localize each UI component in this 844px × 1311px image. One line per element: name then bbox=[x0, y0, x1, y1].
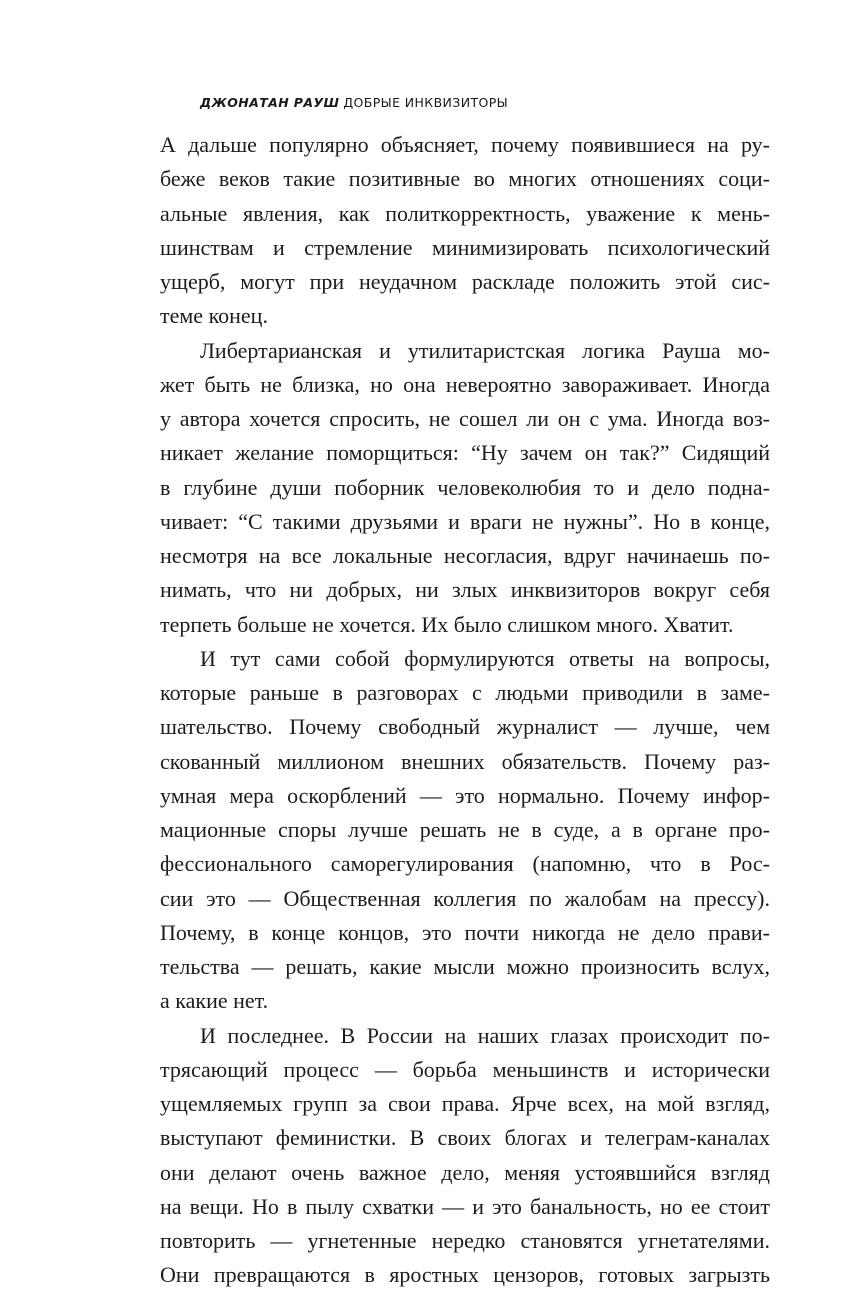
text-line: нимать, что ни добрых, ни злых инквизиторов вокруг себя bbox=[160, 577, 770, 603]
body-text bbox=[160, 128, 770, 1293]
text-line: теме конец. bbox=[160, 303, 268, 329]
text-line: Либертарианская и утилитаристская логика Рауша мо- bbox=[200, 337, 770, 363]
text-line: терпеть больше не хочется. Их было слишком много. Хватит. bbox=[160, 611, 734, 637]
text-line: ущерб, могут при неудачном раскладе положить этой сис- bbox=[160, 269, 770, 294]
text-line: трясающий процесс — борьба меньшинств и исторически bbox=[160, 1056, 770, 1082]
text-line: ущемляемых групп за свои права. Ярче всех, на мой взгляд, bbox=[160, 1091, 770, 1116]
text-line: И последнее. В России на наших глазах происходит по- bbox=[200, 1022, 770, 1048]
text-line: несмотря на все локальные несогласия, вдруг начинаешь по- bbox=[160, 543, 770, 568]
running-head-book-title: ДОБРЫЕ ИНКВИЗИТОРЫ bbox=[343, 95, 509, 110]
text-line: Почему, в конце концов, это почти никогда не дело прави- bbox=[160, 919, 770, 945]
text-line: умная мера оскорблений — это нормально. Почему инфор- bbox=[160, 782, 770, 808]
text-line: выступают феминистки. В своих блогах и телеграм-каналах bbox=[160, 1125, 770, 1151]
text-line: скованный миллионом внешних обязательств. Почему раз- bbox=[160, 748, 770, 774]
text-line: сии это — Общественная коллегия по жалобам на прессу). bbox=[160, 885, 770, 911]
text-line: жет быть не близка, но она невероятно завораживает. Иногда bbox=[160, 371, 770, 397]
text-line: в глубине души поборник человеколюбия то и дело подна- bbox=[160, 474, 770, 500]
text-line: тельства — решать, какие мысли можно произносить вслух, bbox=[160, 954, 770, 979]
text-line: которые раньше в разговорах с людьми приводили в заме- bbox=[160, 680, 770, 705]
text-line: шательство. Почему свободный журналист — лучше, чем bbox=[160, 714, 770, 740]
text-line: альные явления, как политкорректность, уважение к мень- bbox=[160, 200, 770, 226]
text-line: беже веков такие позитивные во многих отношениях соци- bbox=[160, 166, 770, 192]
text-line: Они превращаются в яростных цензоров, готовых загрызть bbox=[160, 1262, 770, 1288]
text-line: чивает: “С такими друзьями и враги не нужны”. Но в конце, bbox=[160, 508, 770, 534]
text-line: мационные споры лучше решать не в суде, а в органе про- bbox=[160, 817, 770, 842]
running-head-author: ДЖОНАТАН РАУШ bbox=[200, 95, 340, 110]
text-line: И тут сами собой формулируются ответы на вопросы, bbox=[200, 645, 770, 671]
text-line: шинствам и стремление минимизировать психологический bbox=[160, 234, 770, 260]
text-line: а какие нет. bbox=[160, 988, 269, 1014]
text-line: повторить — угнетенные нередко становятся угнетателями. bbox=[160, 1228, 770, 1253]
text-line: фессионального саморегулирования (напомню, что в Рос- bbox=[160, 851, 770, 877]
text-line: никает желание поморщиться: “Ну зачем он так?” Сидящий bbox=[160, 440, 770, 466]
text-line: на вещи. Но в пылу схватки — и это банальность, но ее стоит bbox=[160, 1193, 770, 1219]
running-head bbox=[200, 95, 508, 111]
text-line: у автора хочется спросить, не сошел ли он с ума. Иногда воз- bbox=[160, 406, 770, 431]
text-line: они делают очень важное дело, меняя устоявшийся взгляд bbox=[160, 1159, 770, 1185]
text-line: А дальше популярно объясняет, почему появившиеся на ру- bbox=[160, 132, 770, 157]
